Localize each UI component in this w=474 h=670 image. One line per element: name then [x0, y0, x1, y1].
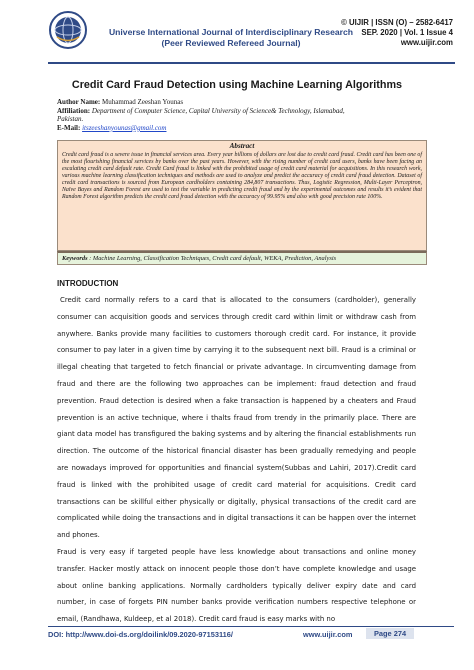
author-block	[57, 98, 427, 132]
journal-name-line2: (Peer Reviewed Refereed Journal)	[161, 38, 301, 48]
keywords-text: : Machine Learning, Classification Techniques, Credit card default, WEKA, Prediction, Analysis	[87, 255, 337, 262]
affiliation-label: Affiliation:	[57, 106, 91, 115]
journal-logo-icon	[48, 10, 88, 50]
journal-name-line1: Universe International Journal of Interdisciplinary Research	[108, 27, 354, 37]
email-link[interactable]: itszeeshanyounas@gmail.com	[82, 123, 167, 132]
body-text	[57, 292, 416, 628]
page-number: Page 274	[366, 628, 414, 639]
author-line	[57, 98, 427, 107]
affiliation-text: Department of Computer Science, Capital University of Science& Technology, Islamabad,	[90, 106, 345, 115]
issn-block	[341, 18, 453, 48]
paragraph: Fraud is very easy if targeted people have less knowledge about transactions and online money transfer. Hacker mostly attack on innocent people those don’t have complete knowledge and usage about online banking applications. Normally cardholders typically deliver expiry date and card number, in case of forgets PIN number banks provide verification numbers respective telephone or email, (Randhawa, Kuldeep, et al 2018). Credit card fraud is easy marks with no	[57, 547, 416, 624]
email-label: E-Mail:	[57, 123, 81, 132]
abstract-box	[57, 140, 427, 251]
abstract-heading: Abstract	[229, 142, 255, 150]
doi-link[interactable]: DOI: http://www.doi-ds.org/doilink/09.2020-97153116/	[48, 630, 233, 639]
section-heading: INTRODUCTION	[57, 279, 119, 288]
issn-line: © UIJIR | ISSN (O) – 2582-6417	[341, 18, 453, 27]
author-label: Author Name:	[57, 98, 101, 106]
paragraph: Credit card normally refers to a card that is allocated to the consumers (cardholder), generally consumer can acquisition goods and services through credit card within limit or withdraw cash from anywhere. Banks provide many facilities to customers thorough credit card. For instance, it provide consumer to pay later in a given time by carrying it to the subsequent next bill. Fraud is a criminal or illegal cheating that targeted to fetch financial or private advantage. In circumventing damage from fraud and there are the following two approaches can be implement: fraud detection and fraud prevention. Fraud detection is desired when a fake transaction is happened by a cheaters and Fraud prevention is an active technique, where i thalts fraud from trendy in the primarily place. There are giant data model has transfigured the baking systems and by altering the financial establishments run direction. The outcome of the historical financial disaster has been gradually remedying and people are nowadays improved for opportunities and financial system(Subbas and Lahiri, 2017).Credit card fraud is linked with the prohibited usage of credit card material for acquisitions. Credit card transactions can be skillful either physically or digitally, physical transactions of the credit card are complicated while doing the transactions and in digital transactions it can be happen over the internet and phones.	[57, 296, 416, 540]
page-footer	[48, 630, 454, 642]
article-title: Credit Card Fraud Detection using Machine Learning Algorithms	[71, 79, 403, 91]
website-line: www.uijir.com	[400, 38, 453, 47]
affiliation-country: Pakistan.	[57, 115, 84, 124]
author-name: Muhammad Zeeshan Younas	[100, 98, 184, 106]
affiliation-line	[57, 107, 427, 116]
keywords-box	[57, 251, 427, 265]
journal-header	[0, 0, 474, 62]
website-link[interactable]: www.uijir.com	[303, 630, 353, 639]
keywords-label: Keywords	[62, 255, 88, 262]
issue-line: SEP. 2020 | Vol. 1 Issue 4	[361, 28, 453, 37]
email-line	[57, 124, 427, 133]
abstract-text: Credit card fraud is a severe issue in financial services area. Every year billions of dollars are lost due to credit card fraud. Credit card has been one of the most flourishing financial services by banks over the past years. However, with the rising number of credit card users, banks have been facing an escalating credit card default rate. Credit Card fraud is linked with the prohibited usage of credit card material for acquisitions. In this research work, various machine learning classification techniques and methods are used to analyze and predict the accuracy of credit card fraud detection. Dataset of credit card transactions is sourced from European cardholders containing 284,807 transactions. Thus, Logistic Regression, Multi-Layer Perceptron, Naïve Bayes and Random Forest are used to test the variable in predicting credit fraud and by the experimental outcomes and results it’s evident that Random Forest algorithm predicts the credit card fraud detection with the accuracy of 99.95% and also with good precision rate 100%.	[62, 152, 422, 201]
journal-name	[96, 27, 366, 49]
footer-divider	[48, 626, 454, 627]
header-divider	[48, 62, 455, 64]
